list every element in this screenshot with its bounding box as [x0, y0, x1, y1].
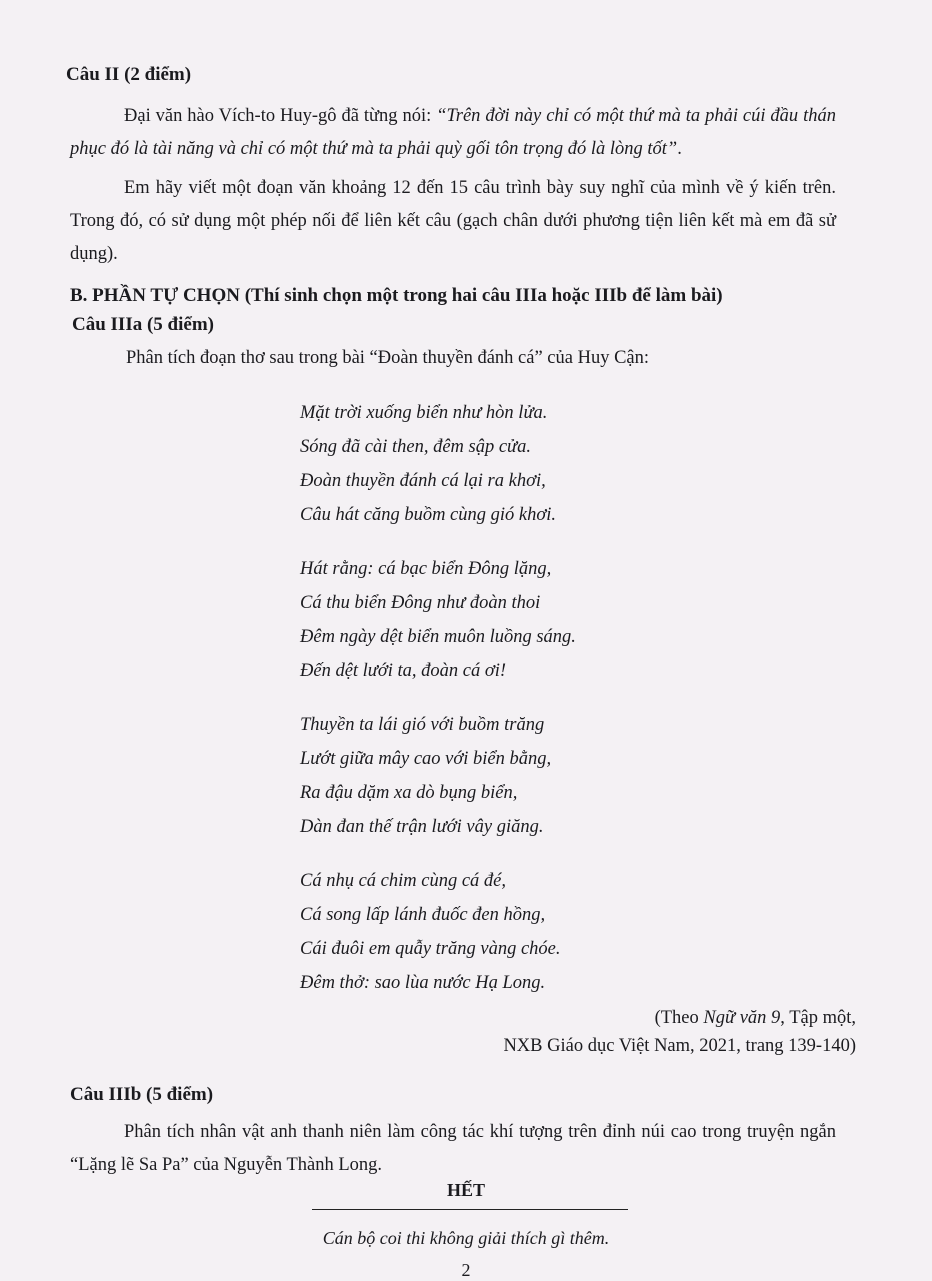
poem-stanza: [300, 864, 660, 1000]
poem-line: Cá thu biển Đông như đoàn thoi: [300, 593, 541, 613]
poem-line: Dàn đan thế trận lưới vây giăng.: [300, 817, 544, 837]
question-3a-title: Câu IIIa (5 điểm): [72, 314, 214, 335]
poem-line: Đến dệt lưới ta, đoàn cá ơi!: [300, 661, 507, 681]
proctor-note: Cán bộ coi thi không giải thích gì thêm.: [322, 1228, 610, 1248]
hugo-quote: “Trên đời này chỉ có một thứ mà ta phải cúi đầu thán phục đó là tài năng và chỉ có một thứ mà ta phải quỳ gối tôn trọng đó là lòng tốt”: [70, 106, 836, 159]
source-line-2: NXB Giáo dục Việt Nam, 2021, trang 139-140): [503, 1036, 856, 1056]
source-line-1: [503, 1004, 856, 1032]
poem-line: Cái đuôi em quẫy trăng vàng chóe.: [300, 939, 561, 959]
poem-line: Cá song lấp lánh đuốc đen hồng,: [300, 905, 546, 925]
end-divider: [312, 1209, 628, 1210]
poem-line: Hát rằng: cá bạc biển Đông lặng,: [300, 559, 552, 579]
source-book: Ngữ văn 9: [703, 1008, 781, 1028]
poem-line: Thuyền ta lái gió với buồm trăng: [300, 715, 545, 735]
poem-line: Mặt trời xuống biển như hòn lửa.: [300, 403, 548, 423]
quote-end: .: [677, 139, 682, 159]
poem-line: Đêm ngày dệt biển muôn luồng sáng.: [300, 627, 576, 647]
poem-line: Đêm thở: sao lùa nước Hạ Long.: [300, 973, 546, 993]
question-2-paragraph-1: [70, 100, 836, 166]
quote-intro: Đại văn hào Vích-to Huy-gô đã từng nói:: [124, 106, 437, 126]
poem-stanza: [300, 396, 660, 532]
question-3b-title: Câu IIIb (5 điểm): [70, 1084, 214, 1105]
question-2-paragraph-2: Em hãy viết một đoạn văn khoảng 12 đến 15 câu trình bày suy nghĩ của mình về ý kiến trên. Trong đó, có sử dụng một phép nối để liên kết câu (gạch chân dưới phương tiện liên kết mà em đã sử dụng).: [70, 178, 836, 264]
poem-stanza: [300, 552, 660, 688]
source-suffix: , Tập một,: [780, 1008, 856, 1028]
poem-line: Đoàn thuyền đánh cá lại ra khơi,: [300, 471, 546, 491]
poem: [300, 396, 660, 1020]
page-number: 2: [461, 1260, 471, 1280]
poem-stanza: [300, 708, 660, 844]
question-3b-text: Phân tích nhân vật anh thanh niên làm công tác khí tượng trên đỉnh núi cao trong truyện ngắn “Lặng lẽ Sa Pa” của Nguyễn Thành Long.: [70, 1122, 836, 1175]
question-3a-intro: Phân tích đoạn thơ sau trong bài “Đoàn thuyền đánh cá” của Huy Cận:: [126, 348, 650, 368]
poem-line: Ra đậu dặm xa dò bụng biển,: [300, 783, 518, 803]
poem-line: Câu hát căng buồm cùng gió khơi.: [300, 505, 557, 525]
poem-source: [503, 1004, 856, 1060]
question-2-title: Câu II (2 điểm): [66, 64, 192, 85]
poem-line: Lướt giữa mây cao với biển bằng,: [300, 749, 552, 769]
source-prefix: (Theo: [654, 1008, 704, 1028]
poem-line: Cá nhụ cá chim cùng cá đé,: [300, 871, 507, 891]
end-marker: HẾT: [446, 1180, 485, 1200]
part-b-title: B. PHẦN TỰ CHỌN (Thí sinh chọn một trong hai câu IIIa hoặc IIIb để làm bài): [70, 285, 723, 306]
poem-line: Sóng đã cài then, đêm sập cửa.: [300, 437, 532, 457]
